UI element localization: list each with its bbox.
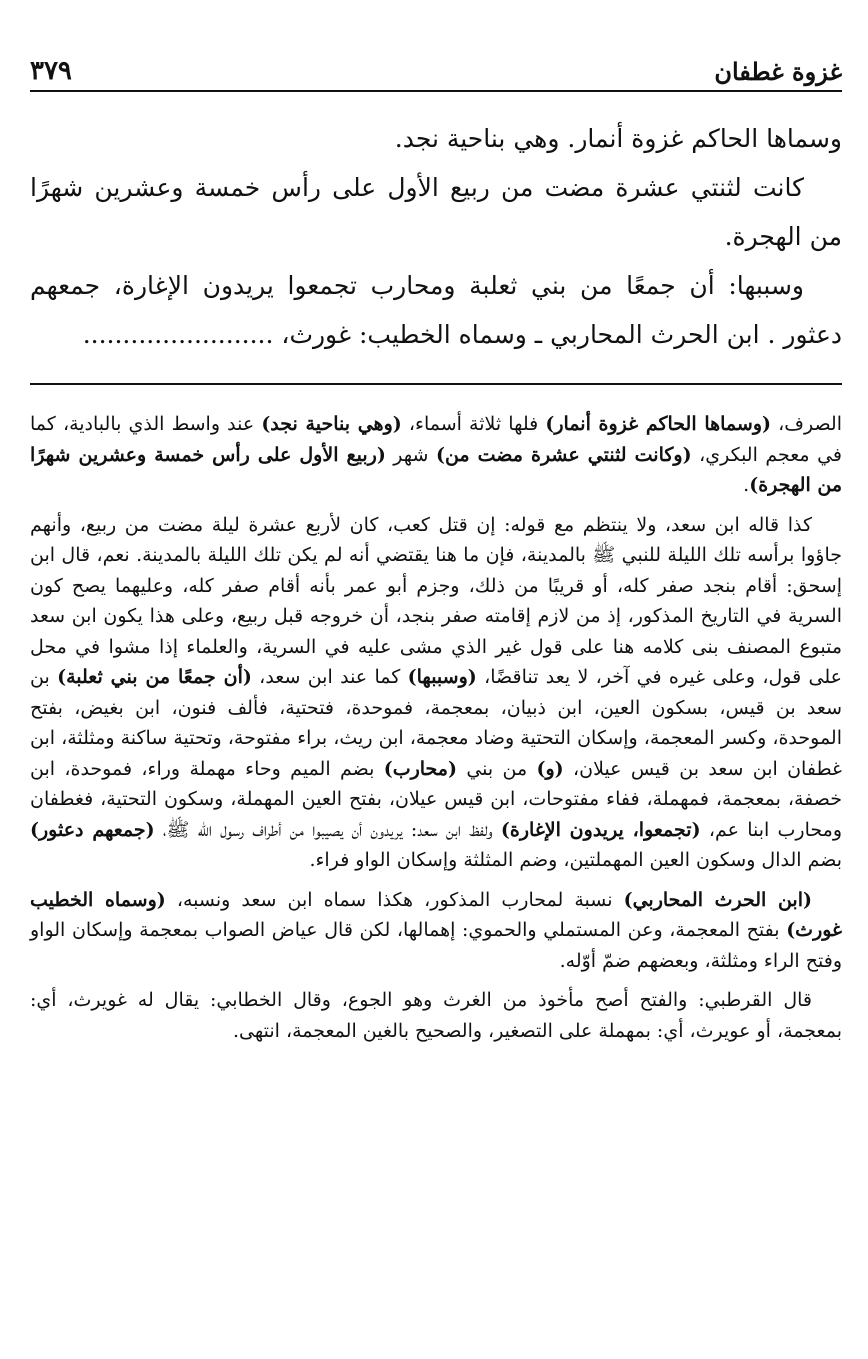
chapter-title: غزوة غطفان	[714, 57, 842, 86]
text-run: بضم الدال وسكون العين المهملتين، وضم المثلثة وإسكان الواو فراء.	[309, 849, 842, 871]
running-header	[30, 34, 842, 92]
text-run: من بني	[456, 757, 537, 780]
quoted-phrase: (وهي بناحية نجد)	[261, 413, 402, 435]
matn-paragraph-3-text: وسببها: أن جمعًا من بني ثعلبة ومحارب تجمعوا يريدون الإغارة، جمعهم دعثور . ابن الحرث المحاربي ـ وسماه الخطيب: غورث،	[30, 271, 842, 349]
text-run: بن سعد بن قيس، بسكون العين، ابن ذبيان، بمعجمة، فموحدة، فتحتية، فألف فنون، ابن بغيض، بفتح الموحدة، وكسر المعجمة، وإسكان التحتية وضاد معجمة، ابن ريث، براء مفتوحة، وتحتية ساكنة ومثلثة، ابن غطفان ابن سعد بن قيس عيلان،	[30, 666, 842, 780]
commentary-paragraph-1	[30, 409, 842, 501]
matn-paragraph-1: وسماها الحاكم غزوة أنمار. وهي بناحية نجد.	[394, 124, 842, 153]
quoted-phrase: (تجمعوا، يريدون الإغارة)	[500, 818, 701, 841]
quoted-phrase: (وكانت لثنتي عشرة مضت من)	[435, 443, 692, 466]
text-run: الصرف،	[771, 413, 842, 435]
quoted-phrase: (وسماها الحاكم غزوة أنمار)	[545, 413, 771, 435]
text-run: ولفظ ابن سعد: يريدون أن يصيبوا من أطراف رسول الله ﷺ،	[154, 818, 501, 841]
text-run: بضم الميم وحاء مهملة وراء، فموحدة، ابن خصفة، بمعجمة، فمهملة، ففاء مفتوحات، ابن قيس عيلان، بفتح العين المهملة، وسكون التحتية، فغطفان ومحارب ابنا عم،	[30, 757, 842, 841]
matn-paragraph-2: كانت لثنتي عشرة مضت من ربيع الأول على رأس خمسة وعشرين شهرًا من الهجرة.	[30, 173, 842, 251]
quoted-phrase: (أن جمعًا من بني ثعلبة)	[57, 666, 252, 688]
ellipsis-dots: ........................	[82, 320, 274, 349]
quoted-phrase: (وسببها)	[407, 666, 477, 688]
quoted-phrase: (ابن الحرث المحاربي)	[623, 888, 812, 911]
text-run: كذا قاله ابن سعد، ولا ينتظم مع قوله: إن قتل كعب، كان لأربع عشرة ليلة مضت من ربيع، وأنهم جاؤوا برأسه تلك الليلة للنبي ﷺ بالمدينة، فإن ما هنا يقتضي أنه لم يكن تلك الليلة بالمدينة. نعم، قال ابن إسحق: أقام بنجد صفر كله، أو قريبًا من ذلك، وجزم أبو عمر بأنه أقام صفر كله، وعليهما يصح كون السرية في التاريخ المذكور، إذ من لازم إقامته صفر بنجد، أن خروجه قبل ربيع، وعلى هذا يكون ابن سعد متبوع المصنف بنى كلامه هنا على قول غير الذي مشى عليه في السرية، والعلماء إذا مشوا في محل على قول، وعلى غيره في آخر، لا يعد تناقضًا،	[30, 513, 842, 688]
matn-paragraph-3	[30, 261, 842, 359]
commentary	[30, 409, 842, 1046]
text-run: بفتح المعجمة، وعن المستملي والحموي: إهمالها، لكن قال عياض الصواب بمعجمة وإسكان الواو وفتح الراء ومثلثة، وبعضهم ضمّ أوّله.	[30, 919, 842, 972]
text-run: نسبة لمحارب المذكور، هكذا سماه ابن سعد ونسبه،	[165, 888, 624, 911]
quoted-phrase: (ربيع الأول على رأس خمسة وعشرين شهرًا من الهجرة)	[30, 443, 842, 496]
quoted-phrase: (وسماه الخطيب غورث)	[30, 888, 842, 941]
text-run: عند واسط الذي بالبادية، كما في معجم البكري،	[30, 413, 842, 466]
text-run: شهر	[385, 443, 436, 466]
quoted-phrase: (جمعهم دعثور)	[30, 818, 155, 841]
text-run: فلها ثلاثة أسماء،	[401, 413, 546, 435]
commentary-paragraph-4: قال القرطبي: والفتح أصح مأخوذ من الغرث وهو الجوع، وقال الخطابي: يقال له غويرث، أي: بمعجمة، أو عويرث، أي: بمهملة على التصغير، والصحيح بالغين المعجمة، انتهى.	[30, 989, 842, 1042]
quoted-phrase: (محارب)	[383, 757, 457, 780]
text-run: كما عند ابن سعد،	[251, 666, 408, 688]
commentary-paragraph-2	[30, 510, 842, 876]
page-number: ٣٧٩	[30, 56, 72, 86]
text-run: .	[743, 474, 750, 496]
quoted-phrase: (و)	[536, 757, 564, 780]
commentary-paragraph-3	[30, 885, 842, 977]
main-text	[30, 114, 842, 359]
footnote-divider	[30, 383, 842, 385]
